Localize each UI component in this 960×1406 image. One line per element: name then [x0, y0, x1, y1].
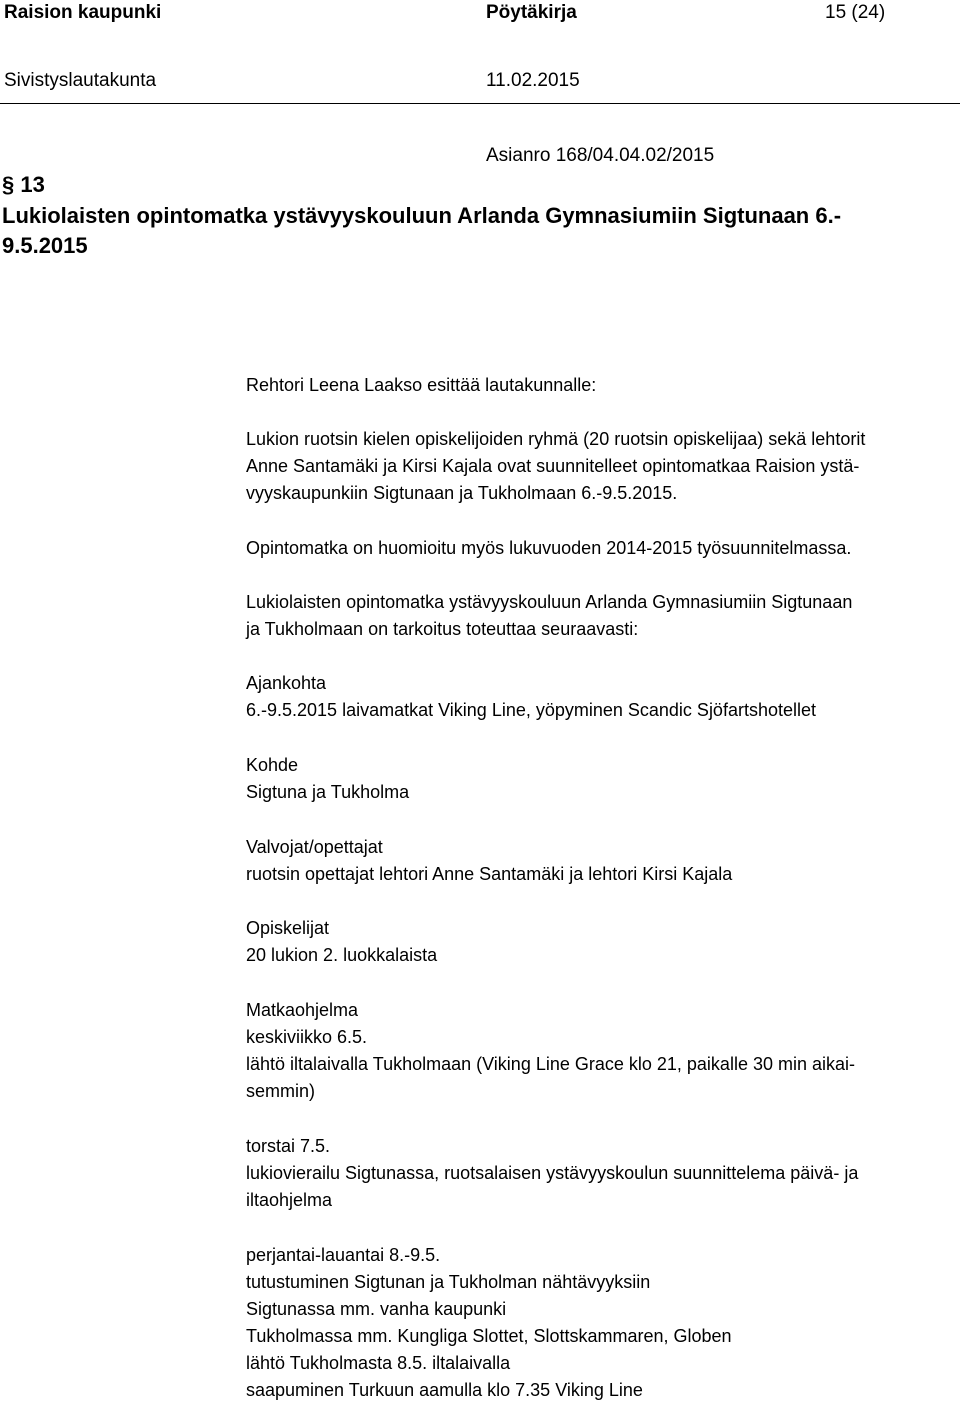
- page-number: 15 (24): [825, 2, 886, 23]
- program-friday-line: Tukholmassa mm. Kungliga Slottet, Slottskammaren, Globen: [246, 1326, 732, 1346]
- program-section: [246, 997, 960, 1105]
- destination-label: Kohde: [246, 755, 299, 775]
- timing-section: [246, 670, 960, 724]
- program-thursday-line: iltaohjelma: [246, 1190, 333, 1210]
- program-thursday-line: lukiovierailu Sigtunassa, ruotsalaisen ystävyyskoulun suunnittelema päivä- ja: [246, 1163, 859, 1183]
- program-wednesday-day: keskiviikko 6.5.: [246, 1027, 368, 1047]
- students-value: 20 lukion 2. luokkalaista: [246, 945, 438, 965]
- case-number: Asianro 168/04.04.02/2015: [486, 145, 715, 166]
- supervisors-value: ruotsin opettajat lehtori Anne Santamäki ja lehtori Kirsi Kajala: [246, 864, 733, 884]
- organization-name: Raision kaupunki: [4, 2, 162, 23]
- timing-label: Ajankohta: [246, 673, 327, 693]
- program-thursday: [246, 1133, 960, 1214]
- header-divider: [0, 103, 960, 104]
- meeting-date: 11.02.2015: [486, 70, 580, 91]
- program-friday-line: Sigtunassa mm. vanha kaupunki: [246, 1299, 507, 1319]
- section-number: § 13: [2, 172, 45, 197]
- program-label: Matkaohjelma: [246, 1000, 359, 1020]
- paragraph-2: Opintomatka on huomioitu myös lukuvuoden 2014-2015 työsuunnitelmassa.: [246, 538, 852, 558]
- program-wednesday-line: semmin): [246, 1081, 316, 1101]
- destination-section: [246, 752, 960, 806]
- program-friday-day: perjantai-lauantai 8.-9.5.: [246, 1245, 441, 1265]
- program-friday-line: lähtö Tukholmasta 8.5. iltalaivalla: [246, 1353, 511, 1373]
- supervisors-label: Valvojat/opettajat: [246, 837, 383, 857]
- program-friday-line: tutustuminen Sigtunan ja Tukholman nähtävyyksiin: [246, 1272, 651, 1292]
- item-title-line-1: Lukiolaisten opintomatka ystävyyskouluun Arlanda Gymnasiumiin Sigtunaan 6.-: [2, 203, 842, 228]
- program-wednesday-line: lähtö iltalaivalla Tukholmaan (Viking Line Grace klo 21, paikalle 30 min aikai-: [246, 1054, 855, 1074]
- program-friday-saturday: [246, 1242, 960, 1404]
- program-friday-line: saapuminen Turkuun aamulla klo 7.35 Viking Line: [246, 1380, 643, 1400]
- students-section: [246, 915, 960, 969]
- paragraph-3: Lukiolaisten opintomatka ystävyyskouluun Arlanda Gymnasiumiin Sigtunaan ja Tukholmaan on tarkoitus toteuttaa seuraavasti:: [246, 592, 853, 639]
- item-title-line-2: 9.5.2015: [2, 233, 88, 258]
- students-label: Opiskelijat: [246, 918, 330, 938]
- program-thursday-day: torstai 7.5.: [246, 1136, 331, 1156]
- destination-value: Sigtuna ja Tukholma: [246, 782, 410, 802]
- intro-text: Rehtori Leena Laakso esittää lautakunnalle:: [246, 375, 597, 395]
- supervisors-section: [246, 834, 960, 888]
- committee-name: Sivistyslautakunta: [4, 70, 157, 91]
- timing-value: 6.-9.5.2015 laivamatkat Viking Line, yöpyminen Scandic Sjöfartshotellet: [246, 700, 816, 720]
- paragraph-1: Lukion ruotsin kielen opiskelijoiden ryhmä (20 ruotsin opiskelijaa) sekä lehtorit Anne Santamäki ja Kirsi Kajala ovat suunnitelleet opintomatkaa Raision ystä- vyyskaupunkiin Sigtunaan ja Tukholmaan 6.-9.5.2015.: [246, 429, 866, 503]
- document-type: Pöytäkirja: [486, 2, 577, 23]
